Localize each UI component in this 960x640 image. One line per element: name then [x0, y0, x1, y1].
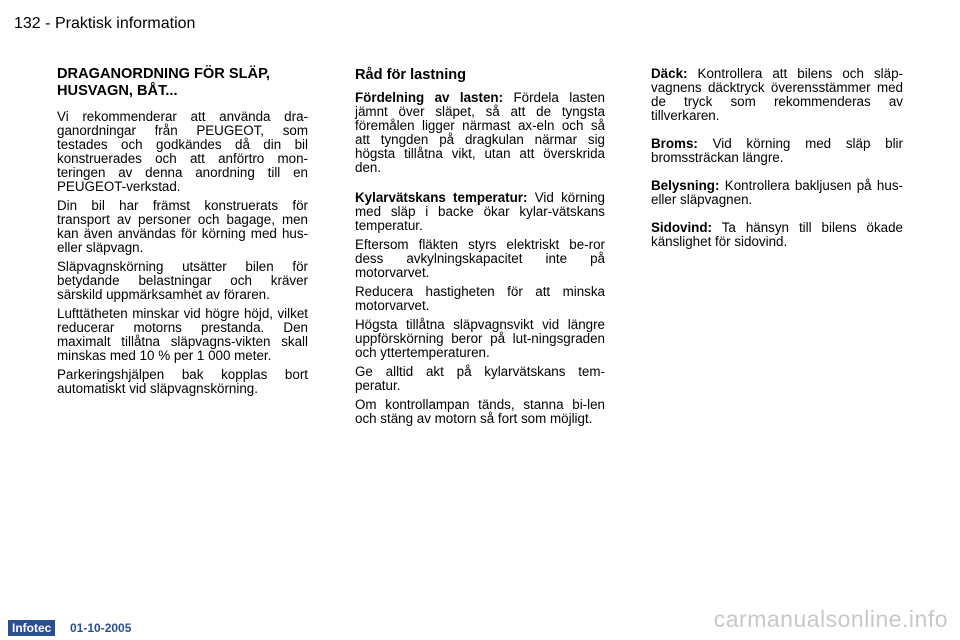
page-header [14, 15, 195, 33]
footer-date: 01-10-2005 [70, 621, 132, 635]
towbar-paragraph: Lufttätheten minskar vid högre höjd, vilket reducerar motorns prestanda. Den maximalt tillåtna släpvagns-vikten skall minskas med 10 % per 1 000 meter. [57, 306, 308, 363]
lighting-text: Kontrollera bakljusen på hus- eller släpvagnen. [651, 178, 903, 207]
towbar-heading: DRAGANORDNING FÖR SLÄP, HUSVAGN, BÅT... [57, 66, 270, 99]
load-distribution-text: Fördela lasten jämnt över släpet, så att de tyngsta föremålen ligger närmast ax-eln och så att tyngden på dragkulan närmar sig högsta tillåtna vikt, utan att överskrida den. [355, 90, 605, 175]
load-distribution-paragraph [355, 91, 605, 175]
header-separator: - [45, 15, 51, 32]
crosswind-item [651, 221, 903, 249]
coolant-text: Vid körning med släp i backe ökar kylar-vätskans temperatur. [355, 190, 605, 233]
column-checks [651, 67, 903, 254]
towbar-paragraph: Vi rekommenderar att använda dra-ganordningar från PEUGEOT, som testades och godkändes då din bil konstruerades och att anförtro mon-teringen av denna anordning till en PEUGEOT-verkstad. [57, 109, 308, 194]
loading-heading: Råd för lastning [355, 67, 467, 83]
towbar-paragraph: Din bil har främst konstruerats för transport av personer och bagage, men kan även användas för körning med hus- eller släpvagn. [57, 198, 308, 255]
loading-paragraph: Ge alltid akt på kylarvätskans tem-peratur. [355, 364, 605, 393]
lighting-label: Belysning: [651, 178, 720, 193]
tyres-item [651, 67, 903, 123]
brakes-text: Vid körning med släp blir bromssträckan längre. [651, 136, 903, 165]
watermark: carmanualsonline.info [713, 606, 948, 632]
towbar-paragraph: Parkeringshjälpen bak kopplas bort automatiskt vid släpvagnskörning. [57, 367, 308, 396]
page-title: Praktisk information [54, 15, 196, 32]
brakes-label: Broms: [651, 136, 698, 151]
loading-paragraph: Eftersom fläkten styrs elektriskt be-ror dess avkylningskapacitet inte på motorvarvet. [355, 237, 605, 280]
coolant-label: Kylarvätskans temperatur: [355, 190, 528, 205]
brakes-item [651, 137, 903, 165]
lighting-item [651, 179, 903, 207]
loading-paragraph: Om kontrollampan tänds, stanna bi-len och stäng av motorn så fort som möjligt. [355, 397, 605, 426]
loading-paragraph: Högsta tillåtna släpvagnsvikt vid längre uppförskörning beror på lut-ningsgraden och yttertemperaturen. [355, 317, 605, 360]
infotec-badge: Infotec [8, 620, 55, 636]
column-loading-advice [355, 67, 605, 431]
coolant-paragraph [355, 191, 605, 233]
crosswind-text: Ta hänsyn till bilens ökade känslighet för sidovind. [651, 220, 903, 249]
crosswind-label: Sidovind: [651, 220, 712, 235]
tyres-label: Däck: [651, 66, 688, 81]
loading-paragraph: Reducera hastigheten för att minska motorvarvet. [355, 284, 605, 313]
load-distribution-label: Fördelning av lasten: [355, 90, 504, 105]
towbar-paragraph: Släpvagnskörning utsätter bilen för betydande belastningar och kräver särskild uppmärksamhet av föraren. [57, 259, 308, 302]
tyres-text: Kontrollera att bilens och släp-vagnens däcktryck överensstämmer med de tryck som rekommenderas av tillverkaren. [651, 66, 903, 123]
column-towbar [57, 66, 308, 401]
page-number: 132 [14, 15, 41, 32]
